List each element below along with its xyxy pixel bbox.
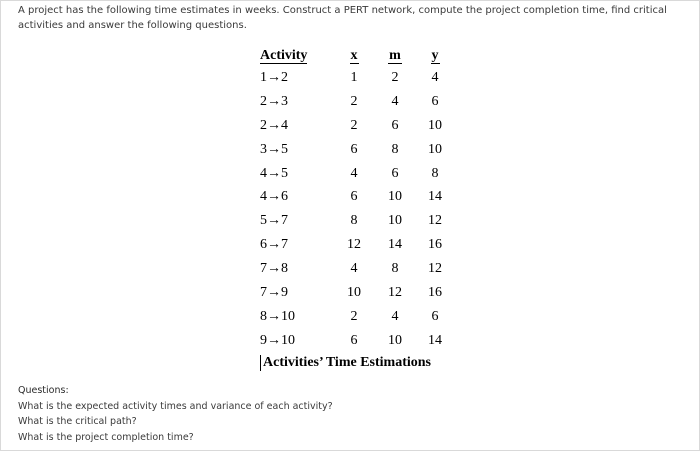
cell-m: 4 — [391, 308, 399, 324]
header-x: x — [350, 48, 358, 63]
header-activity: Activity — [260, 48, 308, 63]
table-row — [256, 209, 454, 233]
cell-activity: 1→2 — [260, 69, 288, 85]
cell-y: 10 — [428, 141, 442, 157]
question-item: What is the critical path? — [18, 416, 137, 427]
cell-y: 10 — [428, 117, 442, 133]
cell-m: 10 — [388, 213, 402, 229]
questions-heading: Questions: — [18, 385, 69, 396]
cell-y: 16 — [428, 237, 442, 253]
table-row — [256, 114, 454, 138]
cell-x: 10 — [347, 284, 361, 300]
cell-x: 4 — [350, 261, 358, 277]
cell-m: 10 — [388, 189, 402, 205]
cell-y: 6 — [431, 93, 439, 109]
cell-m: 6 — [391, 117, 399, 133]
cell-activity: 4→6 — [260, 189, 288, 205]
table-row — [256, 329, 454, 353]
cell-m: 2 — [391, 69, 399, 85]
table-row — [256, 257, 454, 281]
cell-y: 14 — [428, 332, 442, 348]
cell-m: 14 — [388, 237, 402, 253]
cell-y: 6 — [431, 308, 439, 324]
cell-y: 14 — [428, 189, 442, 205]
cell-activity: 8→10 — [260, 308, 295, 324]
cell-m: 8 — [391, 141, 399, 157]
cell-activity: 4→5 — [260, 165, 288, 181]
cell-y: 16 — [428, 284, 442, 300]
cell-activity: 9→10 — [260, 332, 295, 348]
header-y: y — [431, 48, 439, 63]
table-row — [256, 305, 454, 329]
question-item: What is the project completion time? — [18, 431, 194, 443]
cell-x: 1 — [350, 69, 358, 85]
table-row — [256, 185, 454, 209]
cell-activity: 6→7 — [260, 237, 288, 253]
cell-activity: 3→5 — [260, 141, 288, 157]
table-row — [256, 90, 454, 114]
cell-activity: 7→8 — [260, 261, 288, 277]
table-header-row — [256, 46, 454, 66]
time-estimates-table — [256, 46, 454, 353]
cell-activity: 7→9 — [260, 284, 288, 300]
table-row — [256, 138, 454, 162]
cell-x: 4 — [350, 165, 358, 181]
table-row — [256, 162, 454, 186]
questions-section — [18, 383, 333, 445]
cell-m: 12 — [388, 284, 402, 300]
cell-y: 12 — [428, 213, 442, 229]
problem-statement: A project has the following time estimates in weeks. Construct a PERT network, compute the project completion time, find critical activities and answer the following questions. — [18, 5, 667, 31]
cell-x: 6 — [350, 189, 358, 205]
cell-x: 2 — [350, 93, 358, 109]
cell-x: 12 — [347, 237, 361, 253]
question-item: What is the expected activity times and variance of each activity? — [18, 400, 333, 412]
cell-y: 4 — [431, 69, 439, 85]
cell-x: 8 — [350, 213, 358, 229]
cell-m: 10 — [388, 332, 402, 348]
table-row — [256, 66, 454, 90]
cell-x: 2 — [350, 117, 358, 133]
cell-activity: 5→7 — [260, 213, 288, 229]
table-row — [256, 281, 454, 305]
time-estimates-table-container — [256, 46, 454, 371]
cell-y: 12 — [428, 261, 442, 277]
table-body — [256, 66, 454, 353]
cell-y: 8 — [431, 165, 439, 181]
header-m: m — [389, 48, 401, 63]
cell-x: 6 — [350, 332, 358, 348]
cell-x: 2 — [350, 308, 358, 324]
cell-m: 4 — [391, 93, 399, 109]
cell-activity: 2→4 — [260, 117, 288, 133]
cell-m: 6 — [391, 165, 399, 181]
table-caption: Activities’ Time Estimations — [260, 355, 454, 371]
table-row — [256, 233, 454, 257]
cell-x: 6 — [350, 141, 358, 157]
cell-m: 8 — [391, 261, 399, 277]
cell-activity: 2→3 — [260, 93, 288, 109]
